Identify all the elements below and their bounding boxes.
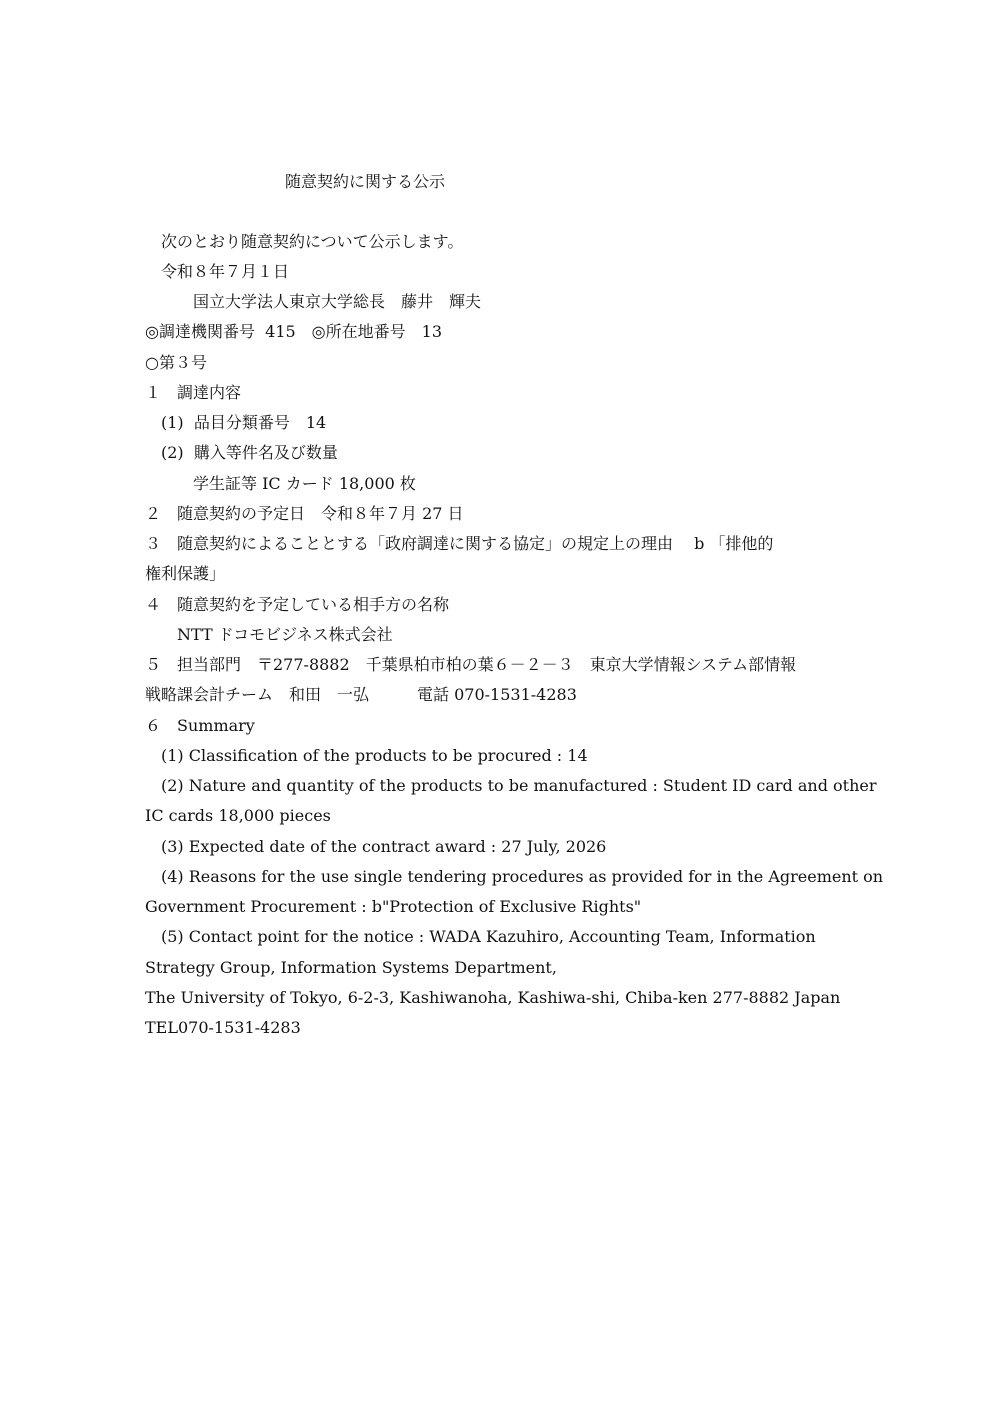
section-3-line-cont: 権利保護」 <box>145 564 226 583</box>
section-6-heading: ６ Summary <box>145 716 255 735</box>
section-4-detail: NTT ドコモビジネス株式会社 <box>145 625 393 644</box>
agency-number-line: ◎調達機関番号 415 ◎所在地番号 13 <box>145 322 442 341</box>
section-2-line: ２ 随意契約の予定日 令和８年７月 27 日 <box>145 504 464 523</box>
summary-item-5: (5) Contact point for the notice : WADA Kazuhiro, Accounting Team, Information <box>145 927 816 946</box>
summary-item-2: (2) Nature and quantity of the products to be manufactured : Student ID card and other <box>145 776 877 795</box>
summary-address-line: The University of Tokyo, 6-2-3, Kashiwanoha, Kashiwa-shi, Chiba-ken 277-8882 Japan <box>145 988 841 1007</box>
summary-item-5-cont: Strategy Group, Information Systems Department, <box>145 958 557 977</box>
summary-item-4-cont: Government Procurement : b"Protection of Exclusive Rights" <box>145 897 642 916</box>
section-5-line-cont: 戦略課会計チーム 和田 一弘 電話 070-1531-4283 <box>145 685 577 704</box>
issuer-line: 国立大学法人東京大学総長 藤井 輝夫 <box>145 292 482 311</box>
category-number-line: ○第３号 <box>145 353 207 372</box>
section-3-line: ３ 随意契約によることとする「政府調達に関する協定」の規定上の理由 b 「排他的 <box>145 534 774 553</box>
summary-item-4: (4) Reasons for the use single tendering procedures as provided for in the Agreement on <box>145 867 884 886</box>
summary-item-1: (1) Classification of the products to be procured : 14 <box>145 746 588 765</box>
section-4-heading: ４ 随意契約を予定している相手方の名称 <box>145 595 450 614</box>
section-1-heading: １ 調達内容 <box>145 383 242 402</box>
summary-item-2-cont: IC cards 18,000 pieces <box>145 806 331 825</box>
page-title: 随意契約に関する公示 <box>285 172 446 191</box>
date-line: 令和８年７月１日 <box>145 262 290 281</box>
intro-line: 次のとおり随意契約について公示します。 <box>145 232 464 251</box>
section-1-item-1: (1) 品目分類番号 14 <box>145 413 327 432</box>
section-1-item-2-detail: 学生証等 IC カード 18,000 枚 <box>145 474 416 493</box>
summary-tel-line: TEL070-1531-4283 <box>145 1018 301 1037</box>
summary-item-3: (3) Expected date of the contract award : 27 July, 2026 <box>145 837 607 856</box>
section-5-line: ５ 担当部門 〒277-8882 千葉県柏市柏の葉６－２－３ 東京大学情報システム部情報 <box>145 655 797 674</box>
section-1-item-2: (2) 購入等件名及び数量 <box>145 443 338 462</box>
